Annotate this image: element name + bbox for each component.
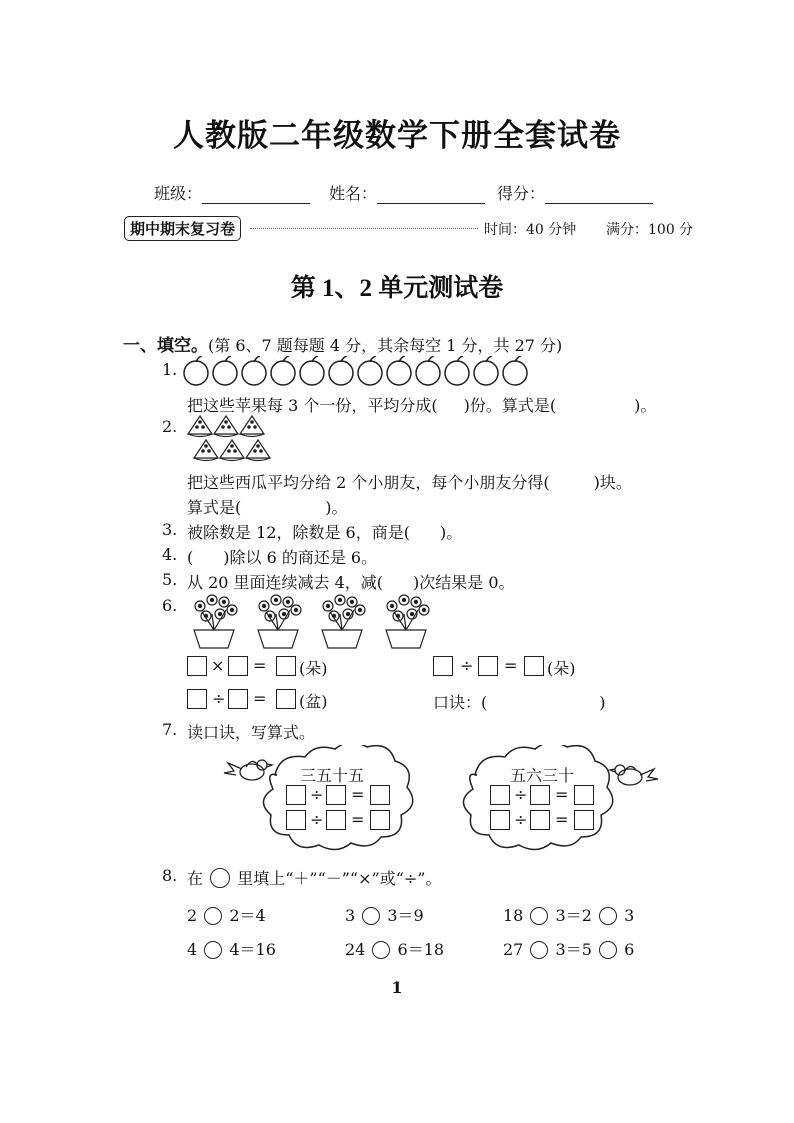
q2-number: 2.: [162, 417, 178, 436]
q4-number: 4.: [162, 545, 178, 564]
apple-icon: [503, 356, 527, 385]
answer-circle[interactable]: [204, 941, 222, 959]
watermelon-slice-icon: [194, 440, 218, 461]
section-title: 一、填空。: [123, 336, 208, 356]
apple-icon: [445, 356, 469, 385]
full-marks: 满分：100 分: [606, 222, 694, 238]
divide-sign: ÷: [514, 810, 528, 829]
q2-text-line1: 把这些西瓜平均分给 2 个小朋友，每个小朋友分得( )块。: [187, 473, 632, 492]
cloud2-rhyme: 五六三十: [510, 766, 575, 785]
q7-box[interactable]: [574, 810, 594, 830]
q6-box[interactable]: [187, 689, 207, 709]
watermelon-slice-icon: [214, 416, 238, 437]
apple-icon: [213, 356, 237, 385]
q8-number: 8.: [162, 866, 178, 885]
answer-circle[interactable]: [599, 941, 617, 959]
answer-circle[interactable]: [362, 907, 380, 925]
q6-box[interactable]: [433, 656, 453, 676]
unit-title: 第 1、2 单元测试卷: [290, 275, 504, 302]
q7-box[interactable]: [530, 785, 550, 805]
section-note: (第 6、7 题每题 4 分，其余每空 1 分，共 27 分): [208, 336, 563, 355]
q6-box[interactable]: [276, 689, 296, 709]
q8-item: 18 3＝2 3: [503, 906, 635, 925]
page-number: 1: [391, 978, 403, 997]
apple-icon: [474, 356, 498, 385]
divide-sign: ÷: [514, 785, 528, 804]
q5-number: 5.: [162, 570, 178, 589]
watermelon-illustration: [182, 412, 272, 468]
q7-box[interactable]: [326, 785, 346, 805]
q8-item: 24 6＝18: [345, 940, 445, 959]
equals-sign: =: [351, 810, 365, 829]
q6-box[interactable]: [478, 656, 498, 676]
apple-icon: [300, 356, 324, 385]
score-blank[interactable]: [545, 187, 653, 204]
divide-sign: ÷: [460, 656, 474, 675]
q7-box[interactable]: [326, 810, 346, 830]
q3-text: 被除数是 12，除数是 6，商是( )。: [187, 523, 463, 542]
q5-text: 从 20 里面连续减去 4，减( )次结果是 0。: [187, 573, 515, 592]
q6-box[interactable]: [276, 656, 296, 676]
equals-sign: =: [504, 656, 518, 675]
name-label: 姓名：: [329, 184, 378, 203]
unit-flower: (朵): [299, 659, 328, 678]
divide-sign: ÷: [310, 810, 324, 829]
name-blank[interactable]: [377, 187, 485, 204]
apple-icon: [242, 356, 266, 385]
score-field: [497, 181, 653, 204]
unit-flower: (朵): [547, 659, 576, 678]
flower-pot-icon: [258, 595, 301, 648]
apples-illustration: [182, 356, 532, 386]
class-field: [154, 181, 310, 204]
q6-rhyme: 口诀：( ): [433, 693, 606, 712]
times-sign: ×: [211, 656, 225, 675]
flower-pots-illustration: [182, 592, 442, 652]
unit-pot: (盆): [299, 692, 328, 711]
q1-text: 把这些苹果每 3 个一份，平均分成( )份。算式是( )。: [187, 396, 657, 415]
q7-box[interactable]: [370, 785, 390, 805]
q1-number: 1.: [162, 360, 178, 379]
q7-box[interactable]: [530, 810, 550, 830]
q8-item: 3 3＝9: [345, 906, 424, 925]
time-limit: 时间：40 分钟: [484, 222, 577, 238]
q6-box[interactable]: [524, 656, 544, 676]
bird-icon: [224, 760, 272, 780]
equals-sign: =: [555, 785, 569, 804]
bird-icon: [610, 765, 658, 785]
watermelon-slice-icon: [220, 440, 244, 461]
q8-item: 27 3＝5 6: [503, 940, 635, 959]
circle-icon: [210, 868, 230, 888]
q7-box[interactable]: [286, 810, 306, 830]
q7-box[interactable]: [370, 810, 390, 830]
answer-circle[interactable]: [372, 941, 390, 959]
q3-number: 3.: [162, 520, 178, 539]
apple-icon: [271, 356, 295, 385]
q6-box[interactable]: [228, 689, 248, 709]
apple-icon: [329, 356, 353, 385]
q4-text: ( )除以 6 的商还是 6。: [187, 548, 378, 567]
watermelon-slice-icon: [240, 416, 264, 437]
q7-box[interactable]: [574, 785, 594, 805]
answer-circle[interactable]: [599, 907, 617, 925]
answer-circle[interactable]: [530, 941, 548, 959]
q7-number: 7.: [162, 720, 178, 739]
watermelon-slice-icon: [188, 416, 212, 437]
equals-sign: =: [253, 656, 267, 675]
apple-icon: [416, 356, 440, 385]
divide-sign: ÷: [310, 785, 324, 804]
cloud1-rhyme: 三五十五: [300, 766, 365, 785]
q7-box[interactable]: [286, 785, 306, 805]
q7-box[interactable]: [490, 810, 510, 830]
apple-icon: [358, 356, 382, 385]
q8-text: 在 里填上“＋”“－”“×”或“÷”。: [187, 869, 442, 888]
class-label: 班级：: [154, 184, 203, 203]
q8-item: 4 4＝16: [187, 940, 276, 959]
apple-icon: [387, 356, 411, 385]
q6-number: 6.: [162, 596, 178, 615]
exam-type-tag: 期中期末复习卷: [124, 216, 241, 241]
divide-sign: ÷: [212, 689, 226, 708]
answer-circle[interactable]: [204, 907, 222, 925]
equals-sign: =: [555, 810, 569, 829]
flower-pot-icon: [386, 595, 429, 648]
flower-pot-icon: [322, 595, 365, 648]
q6-box[interactable]: [228, 656, 248, 676]
flower-pot-icon: [194, 595, 237, 648]
score-label: 得分：: [497, 184, 546, 203]
section-heading: [123, 331, 562, 356]
equals-sign: =: [351, 785, 365, 804]
answer-circle[interactable]: [530, 907, 548, 925]
dotted-divider: [250, 228, 478, 229]
apple-icon: [184, 356, 208, 385]
class-blank[interactable]: [202, 187, 310, 204]
watermelon-slice-icon: [246, 440, 270, 461]
q7-text: 读口诀，写算式。: [187, 723, 316, 742]
q7-box[interactable]: [490, 785, 510, 805]
q6-box[interactable]: [187, 656, 207, 676]
q2-text-line2: 算式是( )。: [187, 498, 348, 517]
equals-sign: =: [253, 689, 267, 708]
name-field: [329, 181, 485, 204]
page-title: 人教版二年级数学下册全套试卷: [173, 118, 621, 154]
q8-item: 2 2＝4: [187, 906, 266, 925]
